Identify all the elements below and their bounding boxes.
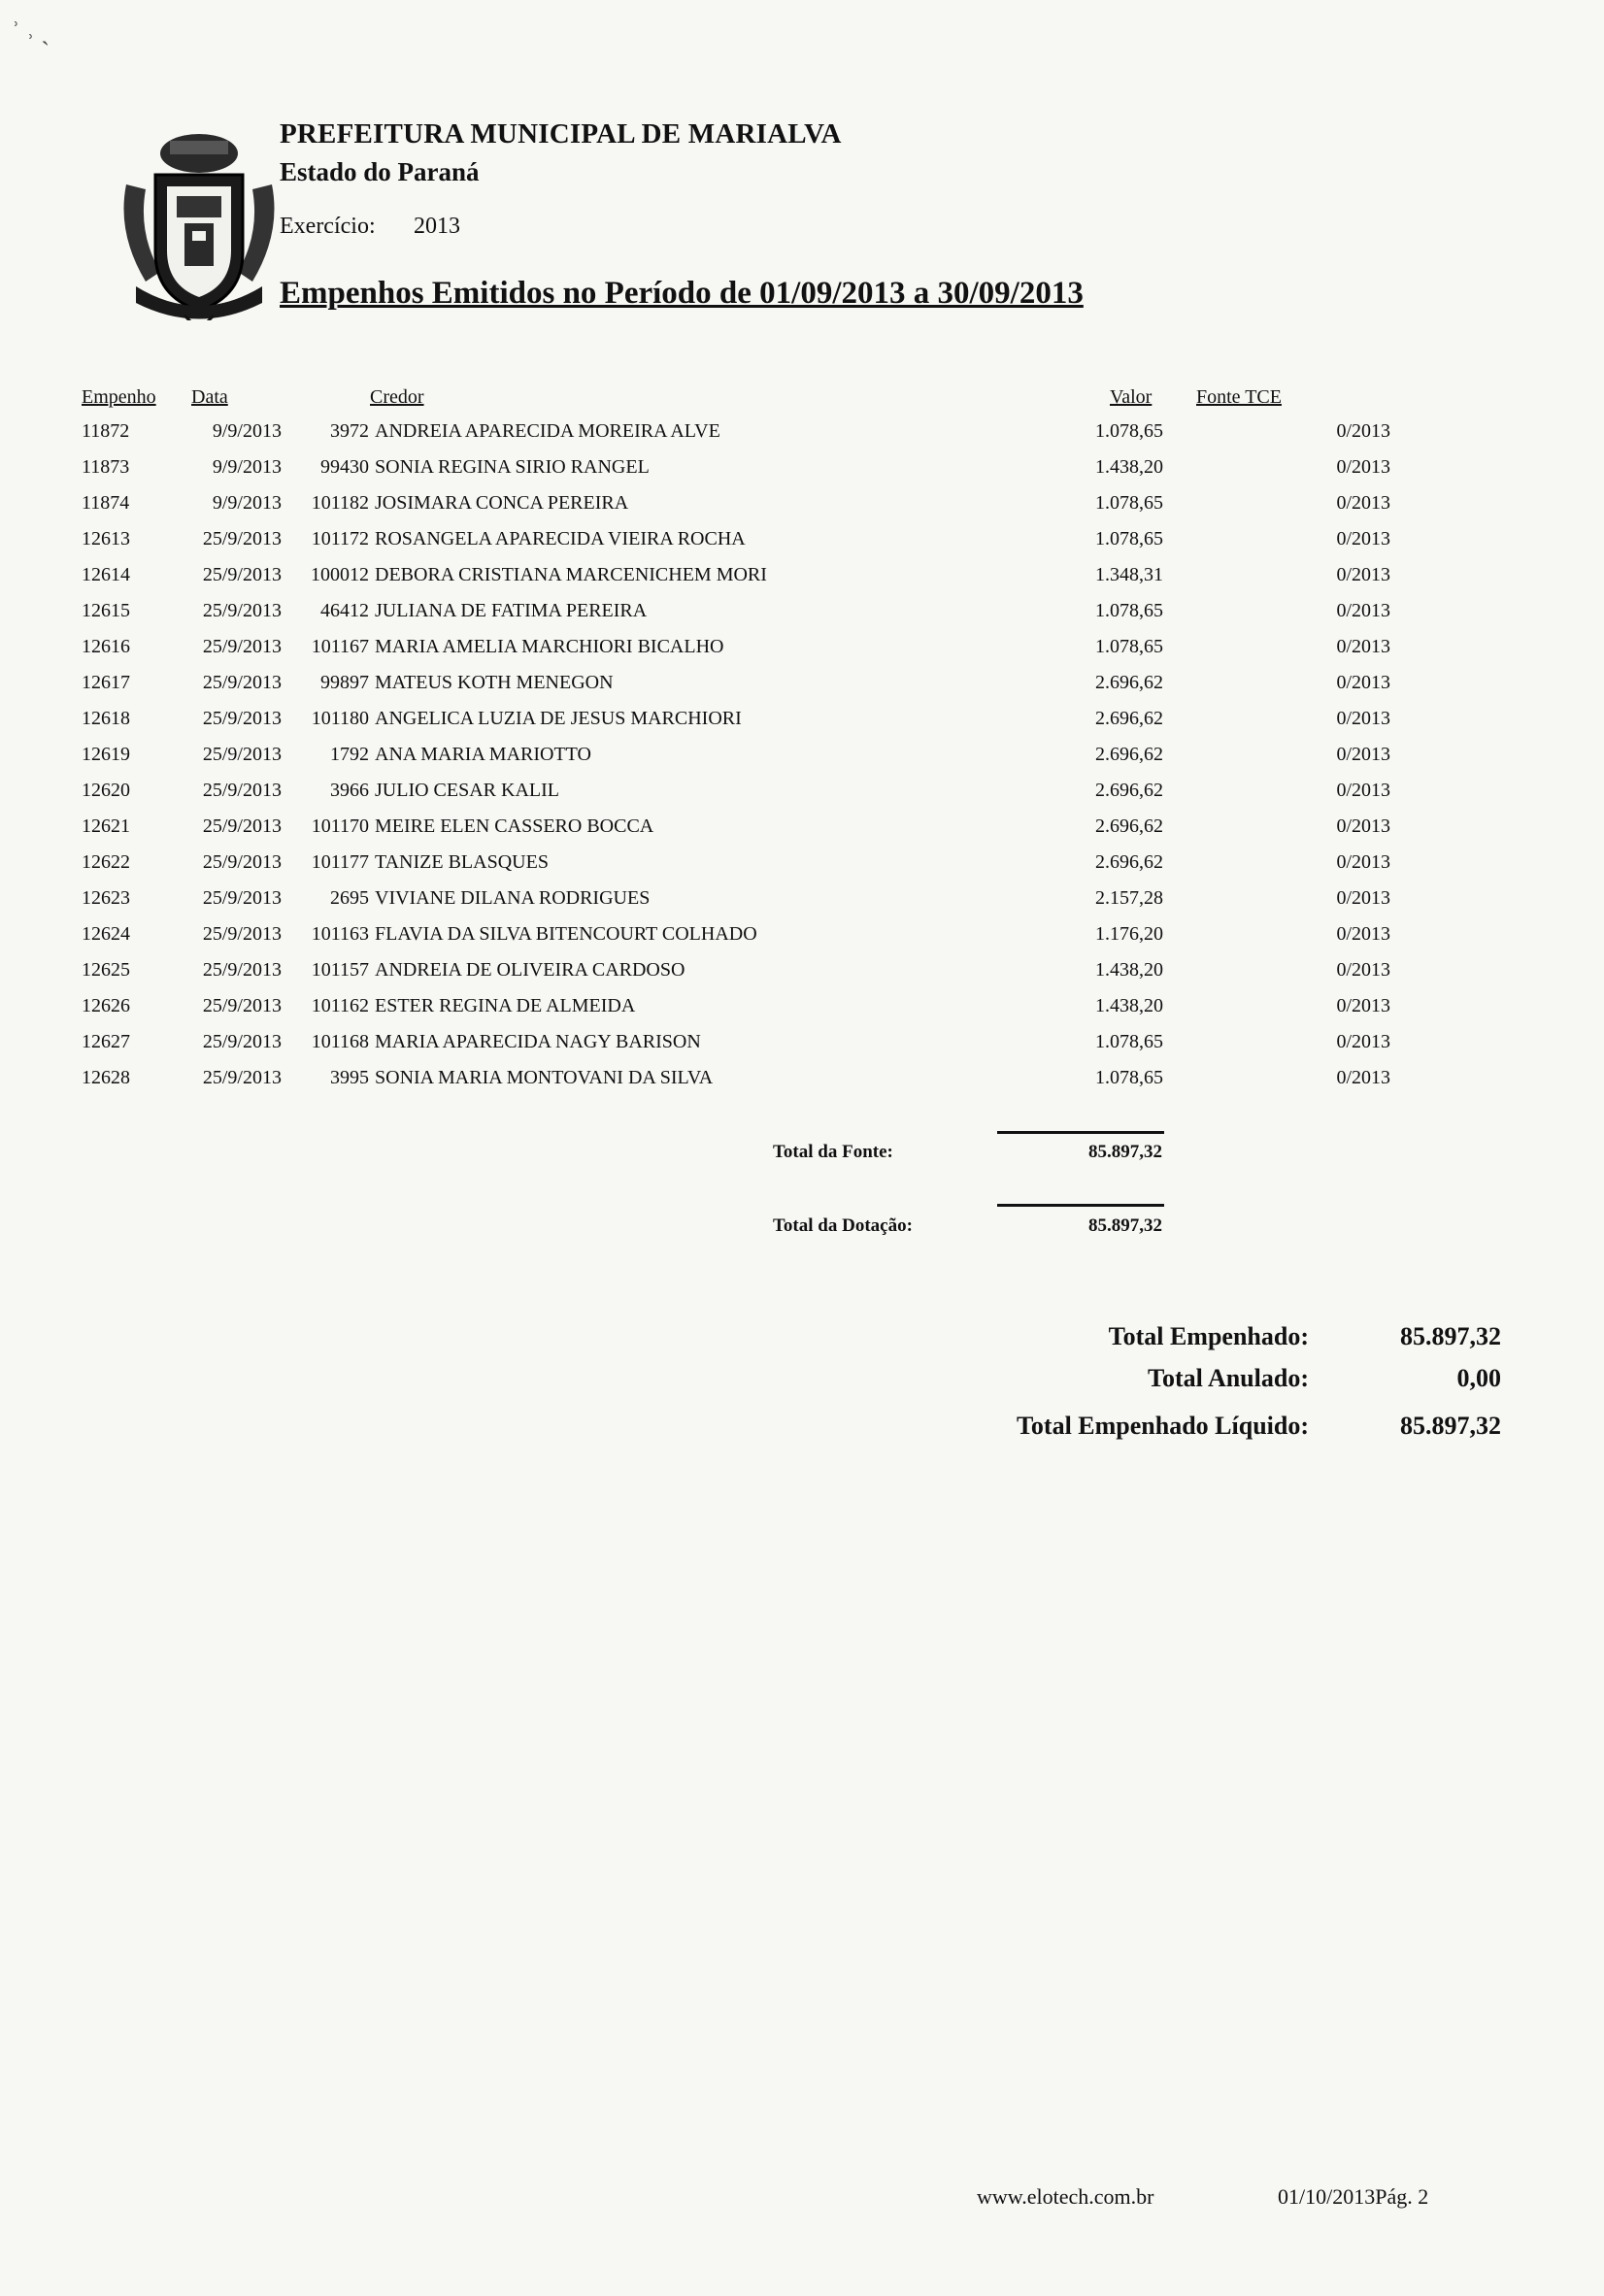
- data-cell: 25/9/2013: [202, 672, 282, 693]
- credor-name-cell: VIVIANE DILANA RODRIGUES: [375, 887, 651, 909]
- fonte-cell: 0/2013: [1336, 744, 1390, 765]
- total-dotacao-label: Total da Dotação:: [773, 1215, 913, 1236]
- empenho-cell: 12616: [82, 636, 130, 657]
- fonte-cell: 0/2013: [1336, 1067, 1390, 1088]
- credor-code-cell: 101177: [311, 851, 369, 873]
- table-row: [0, 492, 1604, 528]
- fonte-cell: 0/2013: [1336, 528, 1390, 549]
- empenho-cell: 12625: [82, 959, 130, 981]
- data-cell: 9/9/2013: [212, 456, 282, 478]
- credor-name-cell: JOSIMARA CONCA PEREIRA: [375, 492, 629, 514]
- column-header-credor: Credor: [370, 386, 424, 408]
- credor-code-cell: 101163: [311, 923, 369, 945]
- column-header-empenho: Empenho: [82, 386, 156, 408]
- table-row: [0, 1031, 1604, 1067]
- total-anulado-label: Total Anulado:: [1148, 1364, 1309, 1392]
- credor-code-cell: 46412: [320, 600, 369, 621]
- valor-cell: 1.078,65: [1095, 420, 1163, 442]
- valor-cell: 2.157,28: [1095, 887, 1163, 909]
- credor-code-cell: 3995: [330, 1067, 369, 1088]
- empenho-cell: 12627: [82, 1031, 130, 1052]
- data-cell: 25/9/2013: [202, 851, 282, 873]
- table-row: [0, 456, 1604, 492]
- data-cell: 9/9/2013: [212, 420, 282, 442]
- empenho-cell: 12620: [82, 780, 130, 801]
- table-row: [0, 923, 1604, 959]
- data-cell: 25/9/2013: [202, 528, 282, 549]
- credor-name-cell: SONIA MARIA MONTOVANI DA SILVA: [375, 1067, 714, 1088]
- table-row: [0, 995, 1604, 1031]
- empenho-cell: 12621: [82, 815, 130, 837]
- column-header-valor: Valor: [1110, 386, 1153, 408]
- fonte-cell: 0/2013: [1336, 708, 1390, 729]
- fonte-cell: 0/2013: [1336, 636, 1390, 657]
- table-row: [0, 1067, 1604, 1103]
- table-row: [0, 815, 1604, 851]
- credor-name-cell: JULIANA DE FATIMA PEREIRA: [375, 600, 648, 621]
- credor-name-cell: ANGELICA LUZIA DE JESUS MARCHIORI: [375, 708, 742, 729]
- column-header-fonte: Fonte TCE: [1196, 386, 1282, 408]
- valor-cell: 2.696,62: [1095, 851, 1163, 873]
- fonte-cell: 0/2013: [1336, 780, 1390, 801]
- scan-artifact: ʾ ˒ ˎ: [12, 17, 50, 46]
- table-row: [0, 780, 1604, 815]
- fonte-cell: 0/2013: [1336, 923, 1390, 945]
- table-row: [0, 600, 1604, 636]
- total-dotacao-value: 85.897,32: [1088, 1215, 1162, 1236]
- data-cell: 25/9/2013: [202, 995, 282, 1016]
- state-name: Estado do Paraná: [280, 157, 480, 186]
- valor-cell: 1.078,65: [1095, 1067, 1163, 1088]
- data-cell: 25/9/2013: [202, 780, 282, 801]
- valor-cell: 2.696,62: [1095, 815, 1163, 837]
- credor-code-cell: 2695: [330, 887, 369, 909]
- exercise-label: Exercício:: [280, 214, 376, 239]
- document-title: PREFEITURA MUNICIPAL DE MARIALVA: [280, 118, 842, 150]
- credor-name-cell: FLAVIA DA SILVA BITENCOURT COLHADO: [375, 923, 757, 945]
- data-cell: 25/9/2013: [202, 815, 282, 837]
- data-cell: 25/9/2013: [202, 887, 282, 909]
- total-fonte-label: Total da Fonte:: [773, 1142, 893, 1162]
- fonte-cell: 0/2013: [1336, 959, 1390, 981]
- empenho-cell: 12628: [82, 1067, 130, 1088]
- data-cell: 25/9/2013: [202, 959, 282, 981]
- table-row: [0, 708, 1604, 744]
- data-cell: 25/9/2013: [202, 708, 282, 729]
- table-row: [0, 636, 1604, 672]
- fonte-cell: 0/2013: [1336, 492, 1390, 514]
- table-row: [0, 420, 1604, 456]
- credor-code-cell: 101180: [311, 708, 369, 729]
- empenho-cell: 12617: [82, 672, 130, 693]
- empenho-cell: 11872: [82, 420, 130, 442]
- total-liquido-label: Total Empenhado Líquido:: [1016, 1412, 1309, 1440]
- credor-name-cell: ROSANGELA APARECIDA VIEIRA ROCHA: [375, 528, 746, 549]
- credor-name-cell: SONIA REGINA SIRIO RANGEL: [375, 456, 650, 478]
- credor-name-cell: MEIRE ELEN CASSERO BOCCA: [375, 815, 654, 837]
- fonte-cell: 0/2013: [1336, 851, 1390, 873]
- credor-name-cell: DEBORA CRISTIANA MARCENICHEM MORI: [375, 564, 767, 585]
- credor-name-cell: MATEUS KOTH MENEGON: [375, 672, 614, 693]
- credor-name-cell: ANA MARIA MARIOTTO: [375, 744, 591, 765]
- valor-cell: 2.696,62: [1095, 672, 1163, 693]
- valor-cell: 2.696,62: [1095, 780, 1163, 801]
- valor-cell: 2.696,62: [1095, 708, 1163, 729]
- municipal-crest-icon: [117, 126, 282, 320]
- empenho-cell: 12626: [82, 995, 130, 1016]
- empenho-cell: 12622: [82, 851, 130, 873]
- credor-code-cell: 101168: [311, 1031, 369, 1052]
- fonte-cell: 0/2013: [1336, 887, 1390, 909]
- credor-code-cell: 99430: [320, 456, 369, 478]
- table-row: [0, 564, 1604, 600]
- credor-code-cell: 101170: [311, 815, 369, 837]
- credor-code-cell: 101172: [311, 528, 369, 549]
- empenho-cell: 12618: [82, 708, 130, 729]
- table-row: [0, 887, 1604, 923]
- fonte-cell: 0/2013: [1336, 815, 1390, 837]
- empenho-cell: 12624: [82, 923, 130, 945]
- data-cell: 9/9/2013: [212, 492, 282, 514]
- credor-code-cell: 100012: [311, 564, 369, 585]
- data-cell: 25/9/2013: [202, 600, 282, 621]
- period-title: Empenhos Emitidos no Período de 01/09/2013 a 30/09/2013: [280, 276, 1084, 311]
- table-row: [0, 672, 1604, 708]
- fonte-cell: 0/2013: [1336, 456, 1390, 478]
- data-cell: 25/9/2013: [202, 1031, 282, 1052]
- total-empenhado-value: 85.897,32: [1400, 1322, 1501, 1350]
- data-cell: 25/9/2013: [202, 923, 282, 945]
- valor-cell: 1.438,20: [1095, 995, 1163, 1016]
- credor-code-cell: 99897: [320, 672, 369, 693]
- table-row: [0, 744, 1604, 780]
- credor-code-cell: 101162: [311, 995, 369, 1016]
- total-fonte-value: 85.897,32: [1088, 1142, 1162, 1162]
- valor-cell: 2.696,62: [1095, 744, 1163, 765]
- credor-code-cell: 1792: [330, 744, 369, 765]
- empenho-cell: 12615: [82, 600, 130, 621]
- credor-code-cell: 3966: [330, 780, 369, 801]
- data-cell: 25/9/2013: [202, 564, 282, 585]
- table-row: [0, 528, 1604, 564]
- valor-cell: 1.078,65: [1095, 528, 1163, 549]
- valor-cell: 1.176,20: [1095, 923, 1163, 945]
- valor-cell: 1.348,31: [1095, 564, 1163, 585]
- total-liquido-value: 85.897,32: [1400, 1412, 1501, 1440]
- valor-cell: 1.438,20: [1095, 456, 1163, 478]
- credor-name-cell: ANDREIA APARECIDA MOREIRA ALVE: [375, 420, 720, 442]
- valor-cell: 1.078,65: [1095, 1031, 1163, 1052]
- credor-code-cell: 101157: [311, 959, 369, 981]
- table-row: [0, 959, 1604, 995]
- data-cell: 25/9/2013: [202, 636, 282, 657]
- fonte-cell: 0/2013: [1336, 564, 1390, 585]
- credor-name-cell: JULIO CESAR KALIL: [375, 780, 559, 801]
- empenho-cell: 12623: [82, 887, 130, 909]
- data-cell: 25/9/2013: [202, 1067, 282, 1088]
- valor-cell: 1.438,20: [1095, 959, 1163, 981]
- footer-website: www.elotech.com.br: [977, 2184, 1154, 2209]
- credor-code-cell: 101167: [311, 636, 369, 657]
- credor-name-cell: ESTER REGINA DE ALMEIDA: [375, 995, 636, 1016]
- footer-date-page: 01/10/2013Pág. 2: [1278, 2184, 1429, 2209]
- fonte-cell: 0/2013: [1336, 1031, 1390, 1052]
- credor-code-cell: 3972: [330, 420, 369, 442]
- credor-name-cell: ANDREIA DE OLIVEIRA CARDOSO: [375, 959, 685, 981]
- valor-cell: 1.078,65: [1095, 600, 1163, 621]
- total-dotacao-rule: [997, 1204, 1164, 1207]
- column-header-data: Data: [191, 386, 228, 408]
- total-empenhado-label: Total Empenhado:: [1108, 1322, 1309, 1350]
- credor-name-cell: TANIZE BLASQUES: [375, 851, 549, 873]
- empenho-cell: 11873: [82, 456, 130, 478]
- credor-name-cell: MARIA AMELIA MARCHIORI BICALHO: [375, 636, 724, 657]
- empenho-cell: 12614: [82, 564, 130, 585]
- total-fonte-rule: [997, 1131, 1164, 1134]
- fonte-cell: 0/2013: [1336, 995, 1390, 1016]
- valor-cell: 1.078,65: [1095, 492, 1163, 514]
- fonte-cell: 0/2013: [1336, 672, 1390, 693]
- credor-code-cell: 101182: [311, 492, 369, 514]
- empenho-cell: 12613: [82, 528, 130, 549]
- empenho-cell: 11874: [82, 492, 130, 514]
- valor-cell: 1.078,65: [1095, 636, 1163, 657]
- total-anulado-value: 0,00: [1456, 1364, 1501, 1392]
- data-cell: 25/9/2013: [202, 744, 282, 765]
- fonte-cell: 0/2013: [1336, 420, 1390, 442]
- table-row: [0, 851, 1604, 887]
- fonte-cell: 0/2013: [1336, 600, 1390, 621]
- empenho-cell: 12619: [82, 744, 130, 765]
- exercise-year: 2013: [414, 214, 460, 239]
- credor-name-cell: MARIA APARECIDA NAGY BARISON: [375, 1031, 701, 1052]
